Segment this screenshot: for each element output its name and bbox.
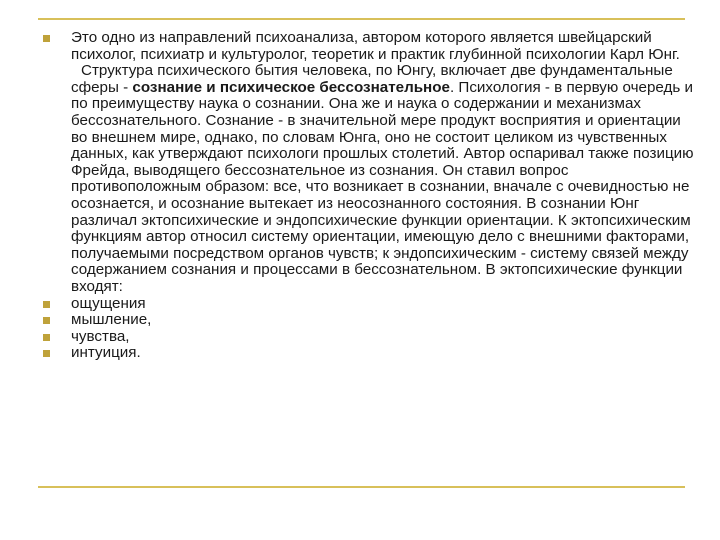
bullet-square-icon [43,301,50,308]
bullet-square-icon [43,35,50,42]
bullet-item-intuition [40,345,700,362]
top-divider [38,18,685,20]
item-1-text: Это одно из направлений психоанализа, автором которого является швейцарский психолог, психиатр и культуролог, теоретик и практик глубинной психологии Карл Юнг. [71,29,680,63]
item-sensation-text: ощущения [71,294,146,312]
bullet-item-sensation [40,296,700,313]
paragraph-bold-terms: сознание и психическое бессознательное [132,78,450,96]
structure-paragraph [40,63,700,295]
bottom-divider [38,486,685,488]
bullet-item-feeling [40,329,700,346]
item-feeling-text: чувства, [71,327,130,345]
bullet-square-icon [43,317,50,324]
bullet-square-icon [43,350,50,357]
item-intuition-text: интуиция. [71,344,141,362]
paragraph-body: . Психология - в первую очередь и по преимуществу наука о сознании. Она же и наука о содержании и механизмах бессознательного. Сознание - в значительной мере продукт восприятия и ориентации во внешнем мире, однако, по словам Юнга, оно не состоит целиком из чувственных данных, как утверждают психологи прошлых столетий. Автор оспаривал также позицию Фрейда, выводящего бессознательное из сознания. Он ставил вопрос противоположным образом: все, что возникает в сознании, вначале с очевидностью не осознается, и осознание вытекает из неосознанного состояния. В сознании Юнг различал эктопсихические и эндопсихические функции ориентации. К эктопсихическим функциям автор относил систему ориентации, имеющую дело с внешними факторами, получаемыми посредством органов чувств; к эндопсихическим - систему связей между содержанием сознания и процессами в бессознательном. В эктопсихические функции входят: [71,78,694,295]
bullet-item-1 [40,30,700,63]
slide-content [40,30,700,362]
bullet-item-thinking [40,312,700,329]
paragraph-lead: Структура психического бытия человека, по Юнгу, включает две фундаментальные сферы - [71,62,673,96]
bullet-square-icon [43,334,50,341]
item-thinking-text: мышление, [71,311,152,329]
